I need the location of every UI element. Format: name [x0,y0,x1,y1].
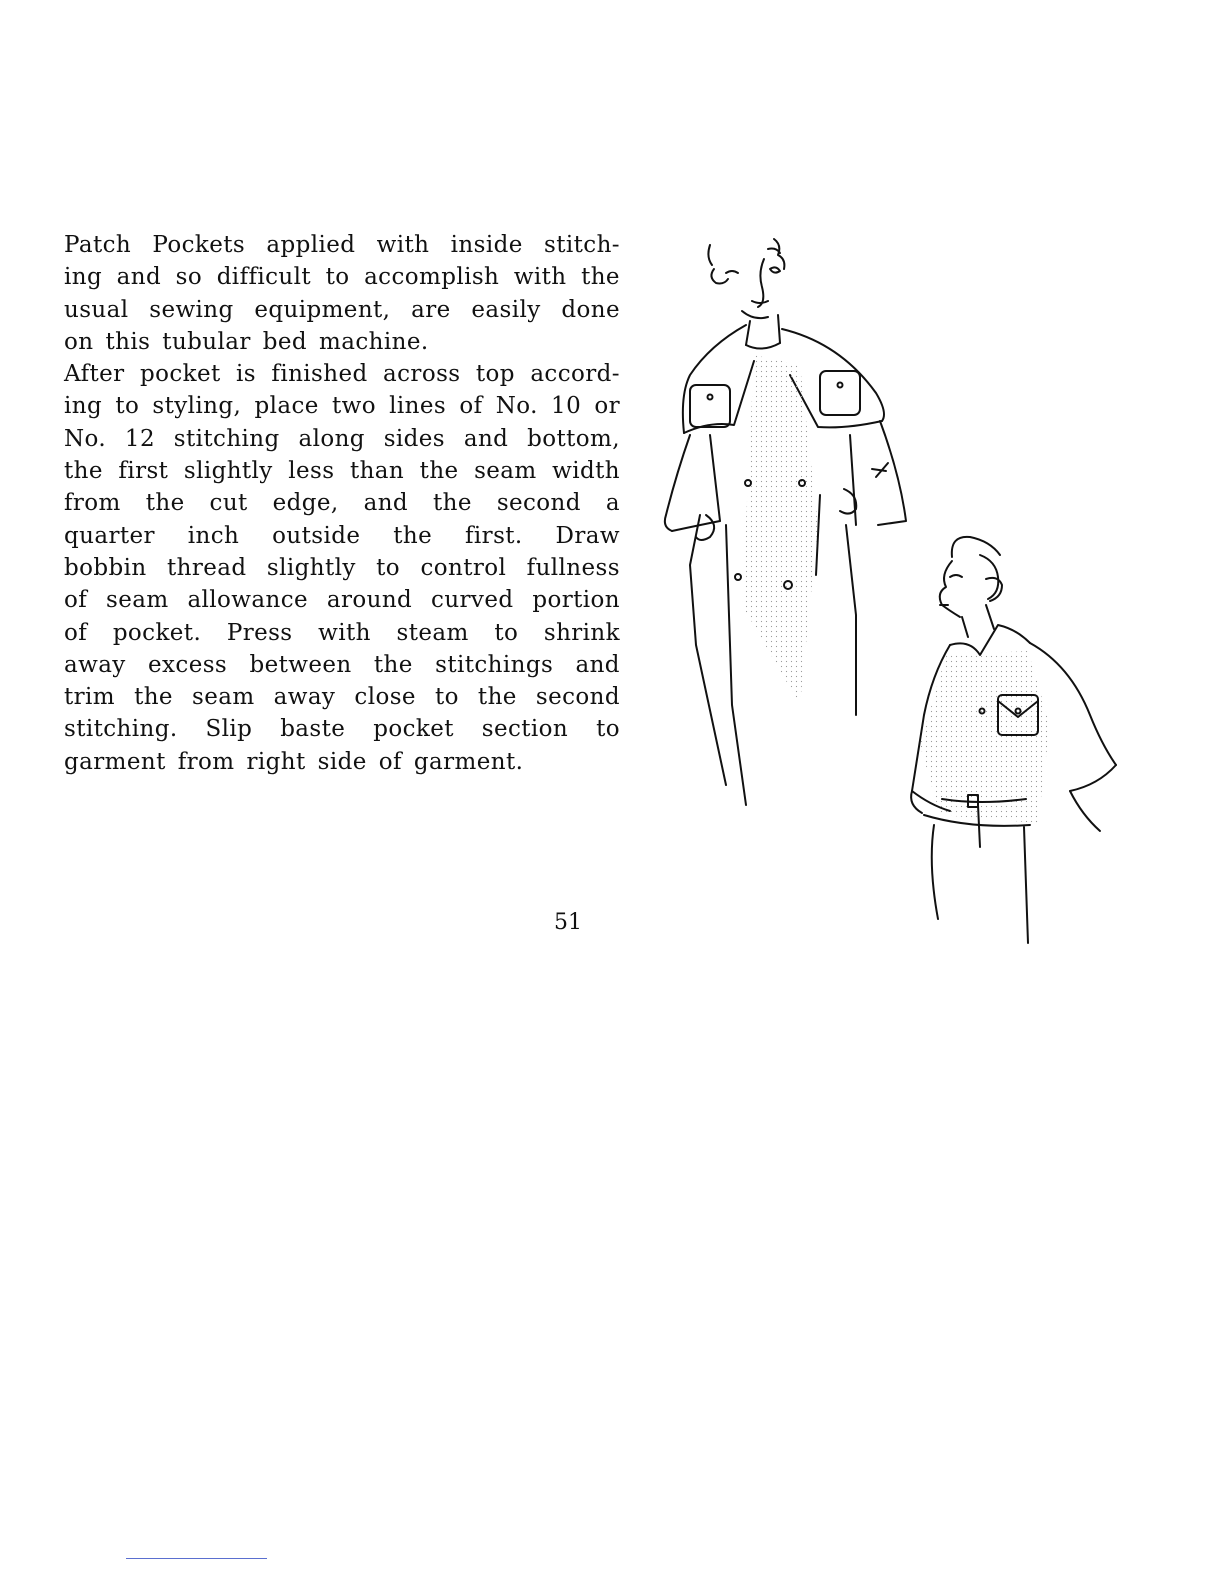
text-line: ing and so difficult to accomplish with the [64,264,620,291]
page-number: 51 [554,910,582,935]
text-line: stitching. Slip baste pocket section to [64,716,620,743]
text-line: bobbin thread slightly to control fullness [64,554,620,581]
coat-button [735,574,741,580]
text-line: away excess between the stitchings and [64,651,620,678]
jacket-collar [950,625,1030,655]
text-line: trim the seam away close to the second [64,684,620,711]
text-line: quarter inch outside the first. Draw [64,522,620,549]
coat-figure [665,239,906,805]
text-line: Patch Pockets applied with inside stitch- [64,232,620,258]
text-line: After pocket is finished across top accord- [64,361,620,388]
cape-pocket-left [690,385,730,427]
jacket-figure-hair [952,537,1000,557]
coat-figure-face [758,259,764,307]
jacket-skirt [932,825,938,919]
body-paragraph [64,229,620,778]
text-line: from the cut edge, and the second a [64,490,620,517]
text-line: of pocket. Press with steam to shrink [64,619,620,646]
coat-sleeve-right [878,421,906,525]
jacket-figure [911,537,1116,943]
jacket-figure-face [940,561,960,617]
coat-figure-hair [708,245,712,265]
text-line: the first slightly less than the seam width [64,458,620,485]
cape-pocket-right [820,371,860,415]
footnote-rule [126,1558,267,1559]
text-line: No. 12 stitching along sides and bottom, [64,425,620,452]
coat-right-edge [846,525,856,715]
text-line: garment from right side of garment. [64,748,524,775]
text-line: usual sewing equipment, are easily done [64,296,620,323]
coat-left-edge [690,515,726,785]
text-line: of seam allowance around curved portion [64,587,620,614]
text-line: on this tubular bed machine. [64,328,429,355]
coat-sleeve-left [665,435,690,531]
fashion-illustration [650,225,1140,955]
text-line: ing to styling, place two lines of No. 10 or [64,393,620,420]
